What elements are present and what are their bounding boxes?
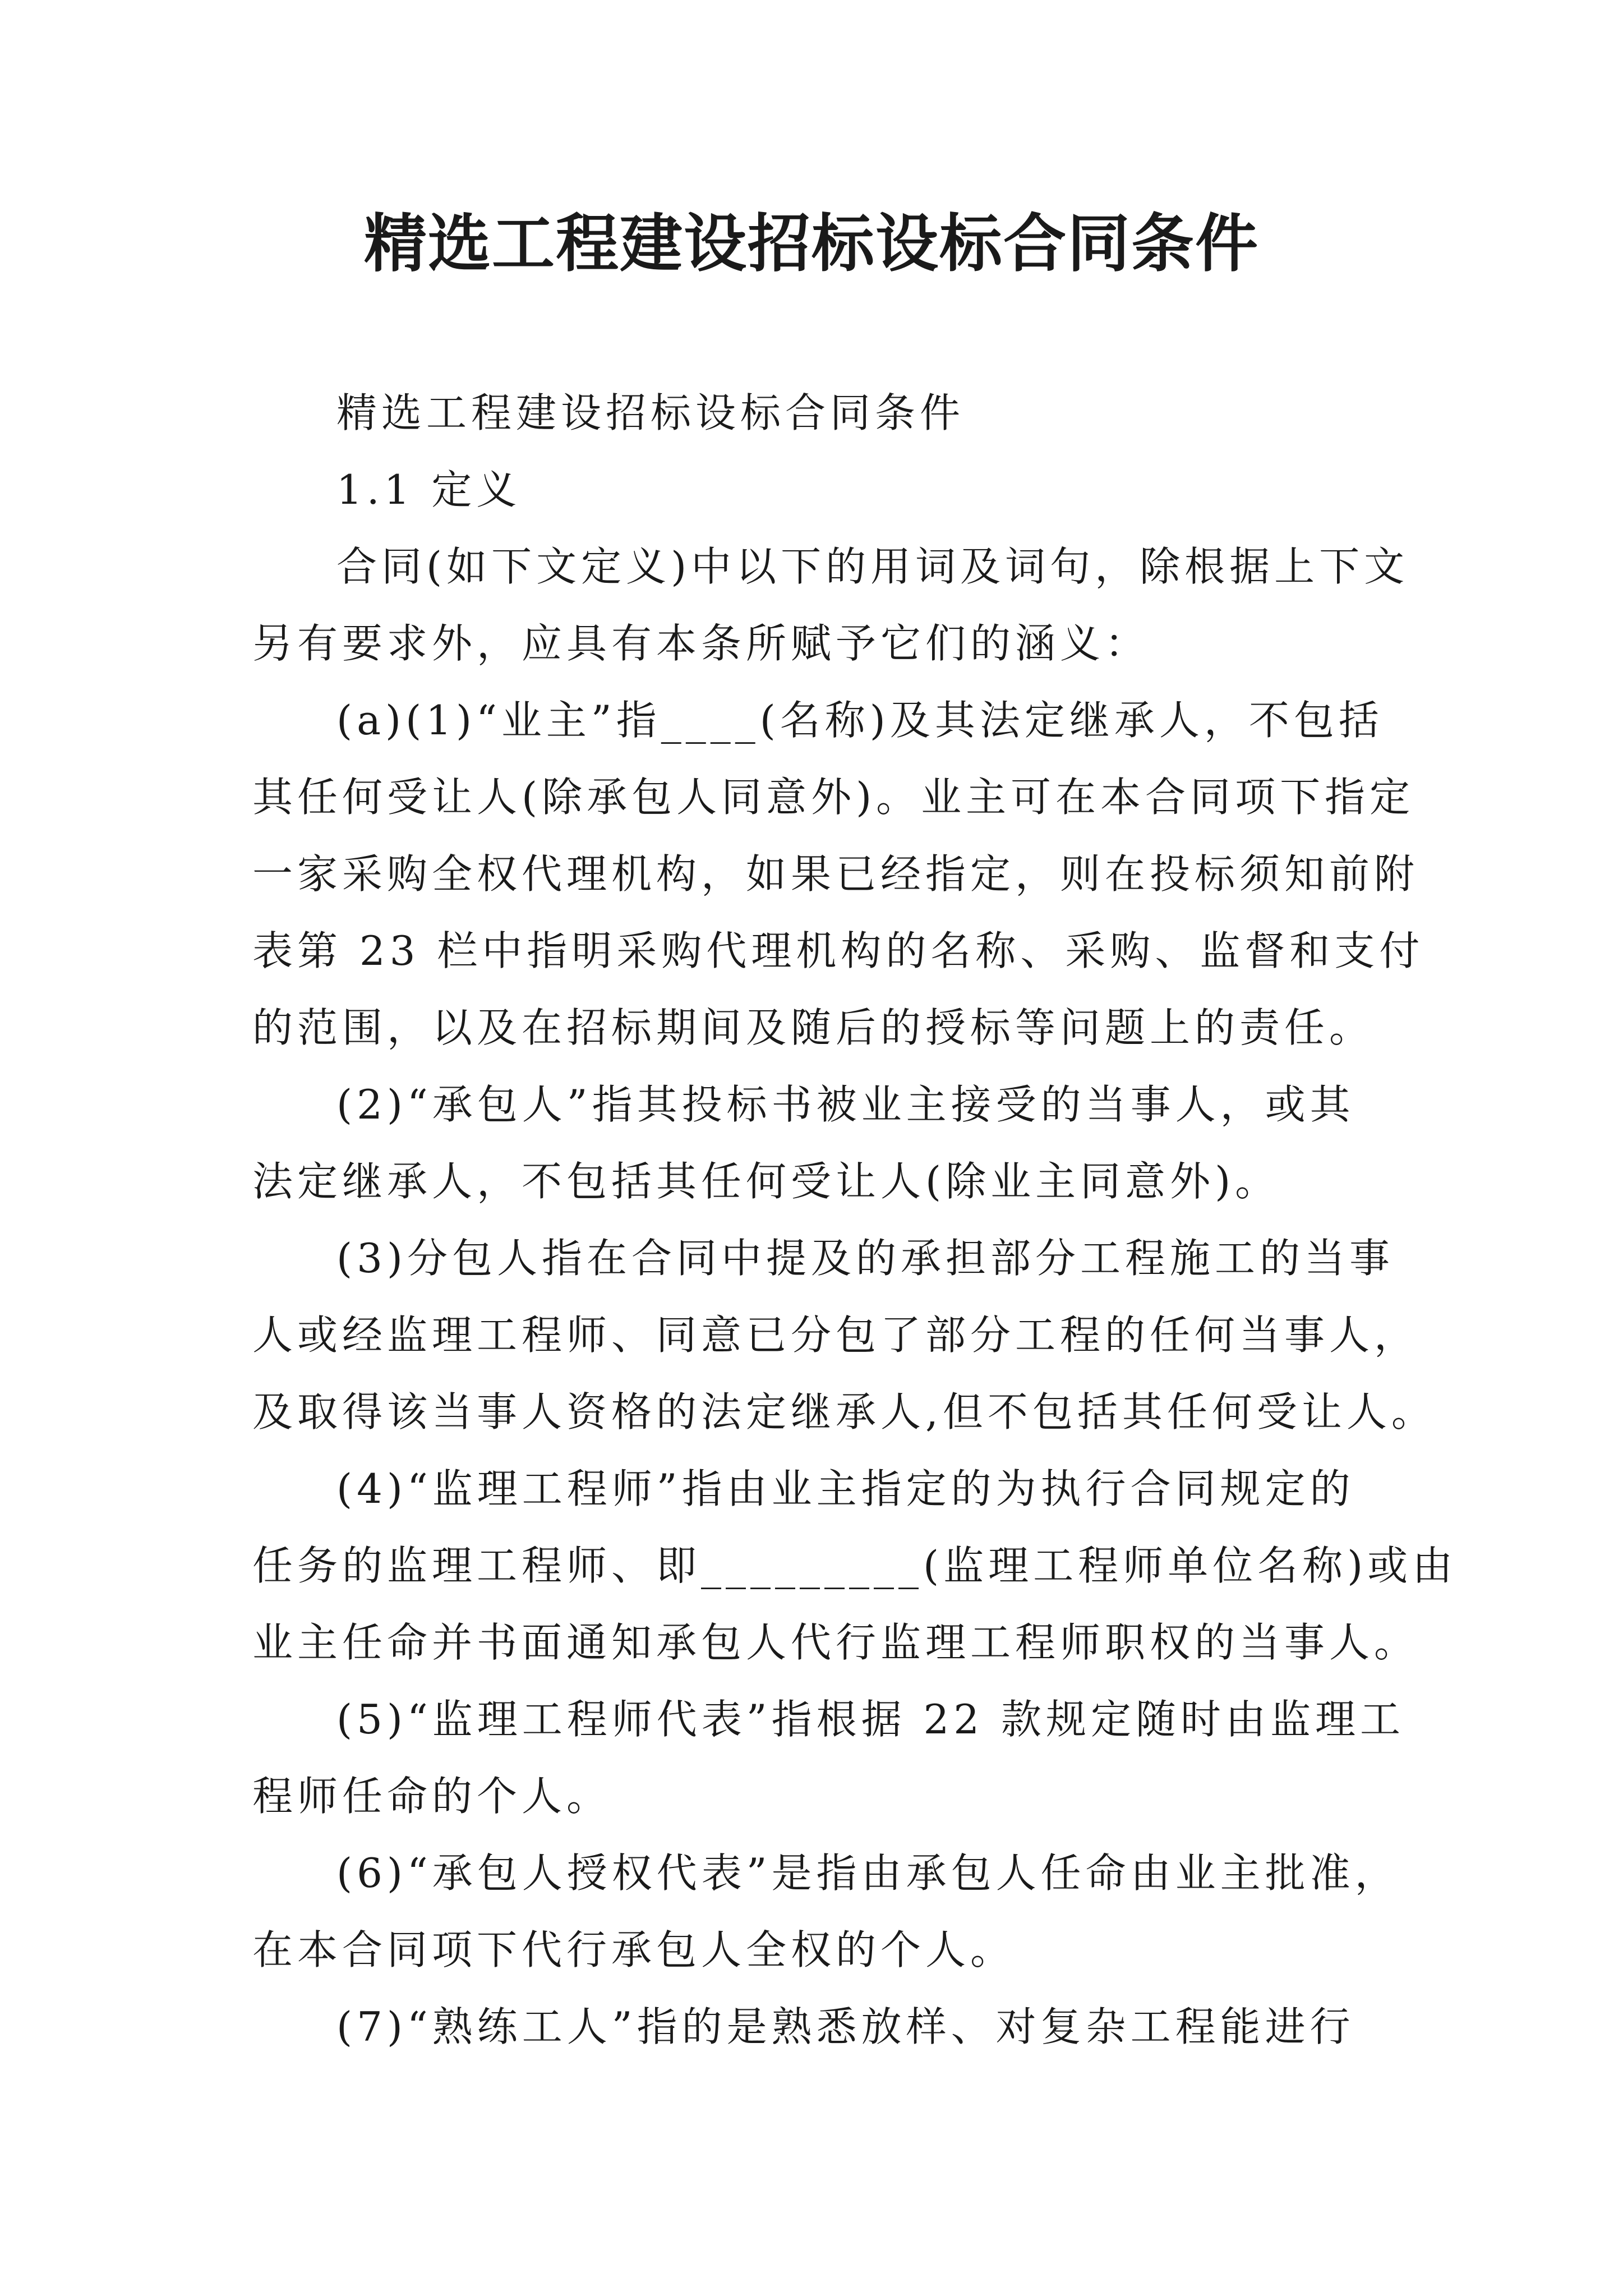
document-title: 精选工程建设招标设标合同条件 bbox=[364, 207, 1259, 280]
text-line: (3)分包人指在合同中提及的承担部分工程施工的当事 bbox=[336, 1235, 1394, 1282]
text-line: 另有要求外，应具有本条所赋予它们的涵义： bbox=[252, 620, 1150, 667]
text-line: (4)“监理工程师”指由业主指定的为执行合同规定的 bbox=[336, 1465, 1355, 1512]
text-line: (7)“熟练工人”指的是熟悉放样、对复杂工程能进行 bbox=[336, 2003, 1355, 2050]
text-line: 任务的监理工程师、即_________(监理工程师单位名称)或由 bbox=[252, 1542, 1458, 1589]
text-line: 合同(如下文定义)中以下的用词及词句，除根据上下文 bbox=[336, 543, 1409, 590]
section-heading-definitions: 1.1 定义 bbox=[336, 466, 522, 513]
text-line: (5)“监理工程师代表”指根据 22 款规定随时由监理工 bbox=[336, 1696, 1405, 1743]
text-line: 其任何受让人(除承包人同意外)。业主可在本合同项下指定 bbox=[252, 774, 1415, 821]
text-line: (6)“承包人授权代表”是指由承包人任命由业主批准， bbox=[336, 1849, 1400, 1897]
text-line: (2)“承包人”指其投标书被业主接受的当事人，或其 bbox=[336, 1081, 1355, 1128]
text-line: 在本合同项下代行承包人全权的个人。 bbox=[252, 1926, 1016, 1973]
text-line: 一家采购全权代理机构，如果已经指定，则在投标须知前附 bbox=[252, 850, 1419, 898]
document-body bbox=[252, 375, 1458, 2065]
text-line: 及取得该当事人资格的法定继承人,但不包括其任何受让人。 bbox=[252, 1388, 1436, 1435]
text-line: 表第 23 栏中指明采购代理机构的名称、采购、监督和支付 bbox=[252, 927, 1424, 974]
paragraph-heading: 精选工程建设招标设标合同条件 bbox=[336, 389, 965, 436]
text-line: 业主任命并书面通知承包人代行监理工程师职权的当事人。 bbox=[252, 1619, 1419, 1666]
text-line: (a)(1)“业主”指____(名称)及其法定继承人，不包括 bbox=[336, 697, 1384, 744]
text-line: 程师任命的个人。 bbox=[252, 1773, 612, 1820]
text-line: 法定继承人，不包括其任何受让人(除业主同意外)。 bbox=[252, 1158, 1280, 1205]
text-line: 的范围，以及在招标期间及随后的授标等问题上的责任。 bbox=[252, 1004, 1375, 1051]
text-line: 人或经监理工程师、同意已分包了部分工程的任何当事人， bbox=[252, 1312, 1419, 1359]
